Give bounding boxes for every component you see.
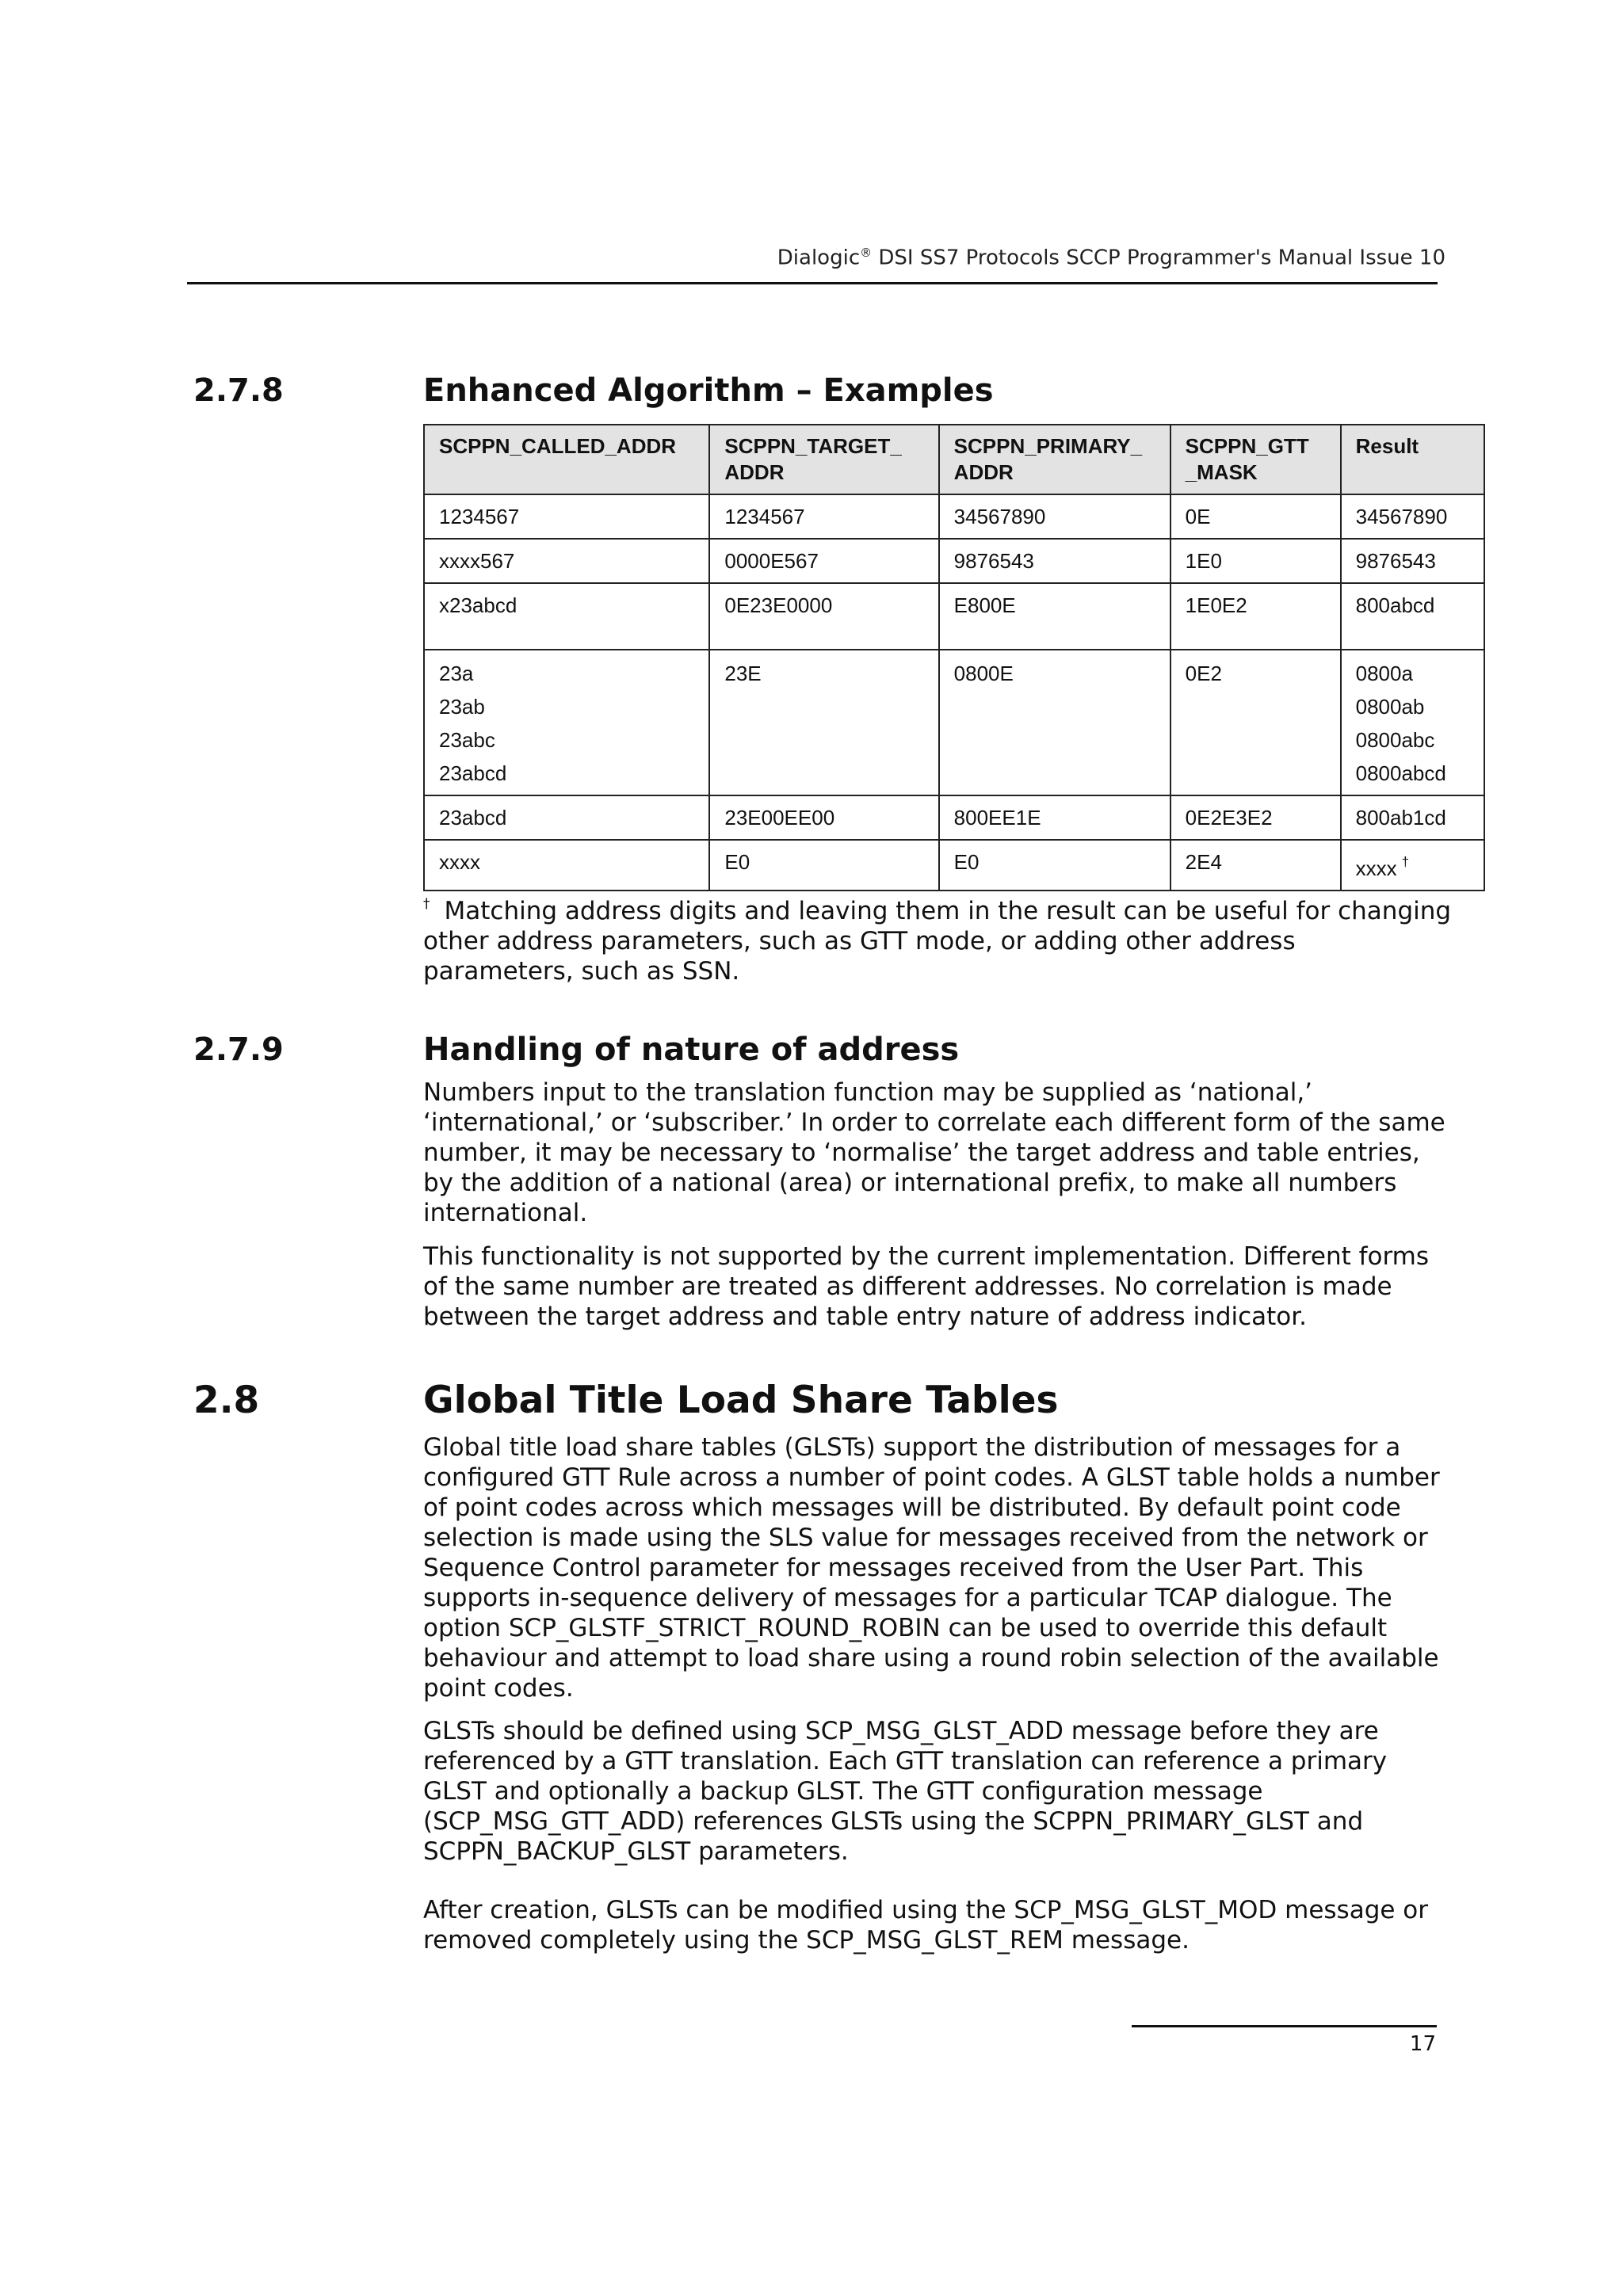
table-cell: 0800a 0800ab 0800abc 0800abcd <box>1341 650 1484 795</box>
section-number-2-7-9: 2.7.9 <box>193 1032 284 1068</box>
dagger-mark: † <box>1401 854 1410 869</box>
section-number-2-7-8: 2.7.8 <box>193 372 284 409</box>
table-cell: E0 <box>709 840 938 891</box>
section-title-glst: Global Title Load Share Tables <box>423 1379 1059 1422</box>
table-cell: E800E <box>939 583 1170 650</box>
table-cell: 1E0E2 <box>1170 583 1341 650</box>
table-header-row <box>424 425 1484 494</box>
examples-table <box>423 424 1485 891</box>
paragraph: Numbers input to the translation function may be supplied as ‘national,’ ‘international,’ or ‘subscriber.’ In order to correlate each different form of the same number, it may be necessary to ‘normalise’ the target address and table entries, by the addition of a national (area) or international prefix, to make all numbers international. <box>423 1078 1445 1227</box>
table-cell: 0E23E0000 <box>709 583 938 650</box>
column-header: SCPPN_CALLED_ADDR <box>424 425 709 494</box>
column-header: SCPPN_TARGET_ ADDR <box>709 425 938 494</box>
column-header: Result <box>1341 425 1484 494</box>
table-cell: 23E00EE00 <box>709 795 938 840</box>
column-header: SCPPN_GTT _MASK <box>1170 425 1341 494</box>
table-cell: 0800E <box>939 650 1170 795</box>
table-cell: 34567890 <box>1341 494 1484 539</box>
table-cell: 800ab1cd <box>1341 795 1484 840</box>
header-rule <box>187 282 1438 284</box>
table-cell: x23abcd <box>424 583 709 650</box>
table-cell: 800abcd <box>1341 583 1484 650</box>
table-footnote <box>423 889 1453 986</box>
table-row <box>424 583 1484 650</box>
table-row <box>424 795 1484 840</box>
table-cell: 0000E567 <box>709 539 938 583</box>
table-cell: 1E0 <box>1170 539 1341 583</box>
table-cell: 0E <box>1170 494 1341 539</box>
section-title-enhanced-algorithm: Enhanced Algorithm – Examples <box>423 372 994 409</box>
page-number: 17 <box>1409 2032 1436 2056</box>
table-cell: 23abcd <box>424 795 709 840</box>
running-header <box>777 246 1445 270</box>
footer-rule <box>1132 2025 1437 2027</box>
paragraph: GLSTs should be defined using SCP_MSG_GLST_ADD message before they are referenced by a GTT translation. Each GTT translation can reference a primary GLST and optionally a backup GLST. The GTT configuration message (SCP_MSG_GTT_ADD) references GLSTs using the SCPPN_PRIMARY_GLST and SCPPN_BACKUP_GLST parameters. <box>423 1717 1388 1866</box>
table-cell: 1234567 <box>709 494 938 539</box>
table-row <box>424 650 1484 795</box>
footnote-mark: † <box>423 896 430 912</box>
registered-mark: ® <box>860 246 873 260</box>
table-cell: xxxx <box>424 840 709 891</box>
table-cell: 9876543 <box>1341 539 1484 583</box>
table-row <box>424 840 1484 891</box>
header-title: DSI SS7 Protocols SCCP Programmer's Manual Issue 10 <box>872 246 1445 270</box>
table-cell: xxxx567 <box>424 539 709 583</box>
column-header: SCPPN_PRIMARY_ ADDR <box>939 425 1170 494</box>
footnote-text: Matching address digits and leaving them in the result can be useful for changing other address parameters, such as GTT mode, or adding other address parameters, such as SSN. <box>423 897 1452 986</box>
paragraph: This functionality is not supported by the current implementation. Different forms of the same number are treated as different addresses. No correlation is made between the target address and table entry nature of address indicator. <box>423 1242 1430 1331</box>
table-cell <box>1341 840 1484 891</box>
section-title-nature-of-address: Handling of nature of address <box>423 1032 960 1068</box>
paragraph: Global title load share tables (GLSTs) support the distribution of messages for a configured GTT Rule across a number of point codes. A GLST table holds a number of point codes across which messages will be distributed. By default point code selection is made using the SLS value for messages received from the network or Sequence Control parameter for messages received from the User Part. This supports in-sequence delivery of messages for a particular TCAP dialogue. The option SCP_GLSTF_STRICT_ROUND_ROBIN can be used to override this default behaviour and attempt to load share using a round robin selection of the available point codes. <box>423 1433 1440 1703</box>
table-row <box>424 539 1484 583</box>
header-brand: Dialogic <box>777 246 861 270</box>
table-cell: 23E <box>709 650 938 795</box>
table-row <box>424 494 1484 539</box>
section-number-2-8: 2.8 <box>193 1379 260 1422</box>
table-cell: 23a 23ab 23abc 23abcd <box>424 650 709 795</box>
table-cell: 2E4 <box>1170 840 1341 891</box>
table-cell: 0E2E3E2 <box>1170 795 1341 840</box>
result-value: xxxx <box>1355 856 1397 880</box>
table-cell: E0 <box>939 840 1170 891</box>
table-cell: 0E2 <box>1170 650 1341 795</box>
table-cell: 800EE1E <box>939 795 1170 840</box>
table-cell: 1234567 <box>424 494 709 539</box>
paragraph: After creation, GLSTs can be modified using the SCP_MSG_GLST_MOD message or removed completely using the SCP_MSG_GLST_REM message. <box>423 1896 1429 1955</box>
table-cell: 34567890 <box>939 494 1170 539</box>
table-cell: 9876543 <box>939 539 1170 583</box>
